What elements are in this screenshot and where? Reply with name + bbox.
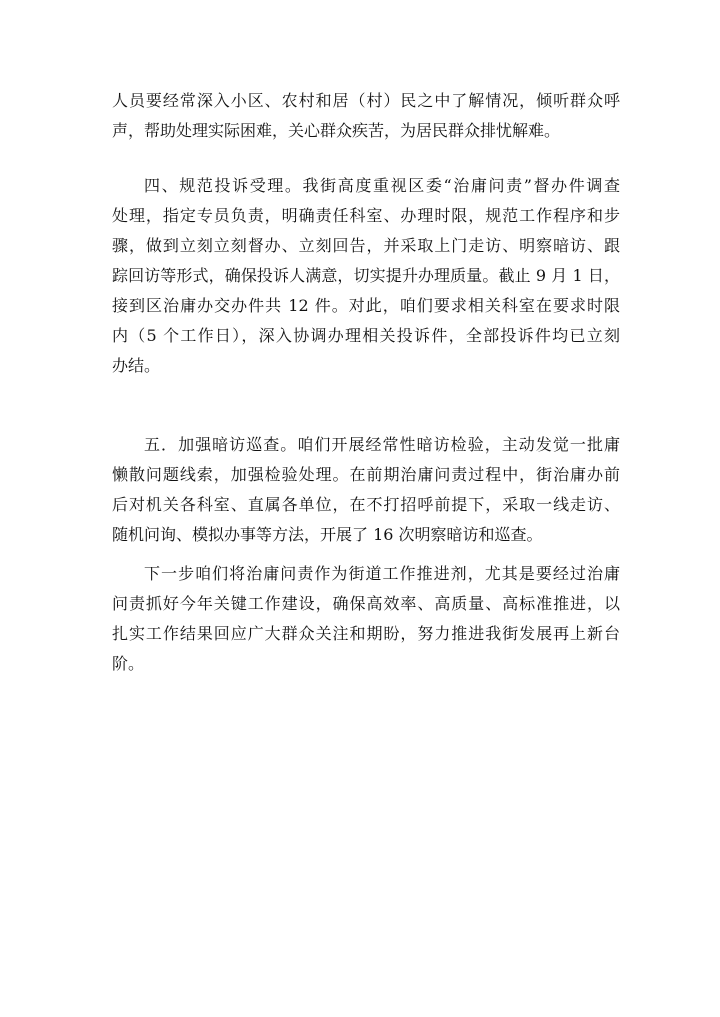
text-line: 办结。 <box>112 356 161 375</box>
text-line: 懒散问题线索，加强检验处理。在前期治庸问责过程中，街治庸办前 <box>112 465 620 484</box>
paragraph-1 <box>112 86 620 146</box>
text-line: 下一步咱们将治庸问责作为街道工作推进剂，尤其是要经过治庸 <box>144 564 620 583</box>
text-line: 处理，指定专员负责，明确责任科室、办理时限，规范工作程序和步 <box>112 206 620 225</box>
text-line: 内（5 个工作日），深入协调办理相关投诉件，全部投诉件均已立刻 <box>112 326 620 345</box>
text-line: 后对机关各科室、直属各单位，在不打招呼前提下，采取一线走访、 <box>112 495 620 514</box>
paragraph-4 <box>112 559 620 679</box>
text-line: 阶。 <box>112 654 145 673</box>
text-line: 五．加强暗访巡查。咱们开展经常性暗访检验，主动发觉一批庸 <box>144 435 620 454</box>
text-line: 随机问询、模拟办事等方法，开展了 16 次明察暗访和巡查。 <box>112 525 543 544</box>
text-line: 声，帮助处理实际困难，关心群众疾苦，为居民群众排忧解难。 <box>112 121 561 140</box>
paragraph-3 <box>112 430 620 550</box>
text-line: 骤，做到立刻立刻督办、立刻回告，并采取上门走访、明察暗访、跟 <box>112 236 620 255</box>
text-line: 人员要经常深入小区、农村和居（村）民之中了解情况，倾听群众呼 <box>112 91 620 110</box>
text-line: 踪回访等形式，确保投诉人满意，切实提升办理质量。截止 9 月 1 日， <box>112 266 620 285</box>
text-line: 扎实工作结果回应广大群众关注和期盼，努力推进我街发展再上新台 <box>112 624 620 643</box>
text-line: 接到区治庸办交办件共 12 件。对此，咱们要求相关科室在要求时限 <box>112 296 620 315</box>
text-line: 问责抓好今年关键工作建设，确保高效率、高质量、高标准推进，以 <box>112 594 620 613</box>
text-line: 四、规范投诉受理。我街高度重视区委“治庸问责”督办件调查 <box>144 176 620 195</box>
paragraph-2 <box>112 171 620 381</box>
